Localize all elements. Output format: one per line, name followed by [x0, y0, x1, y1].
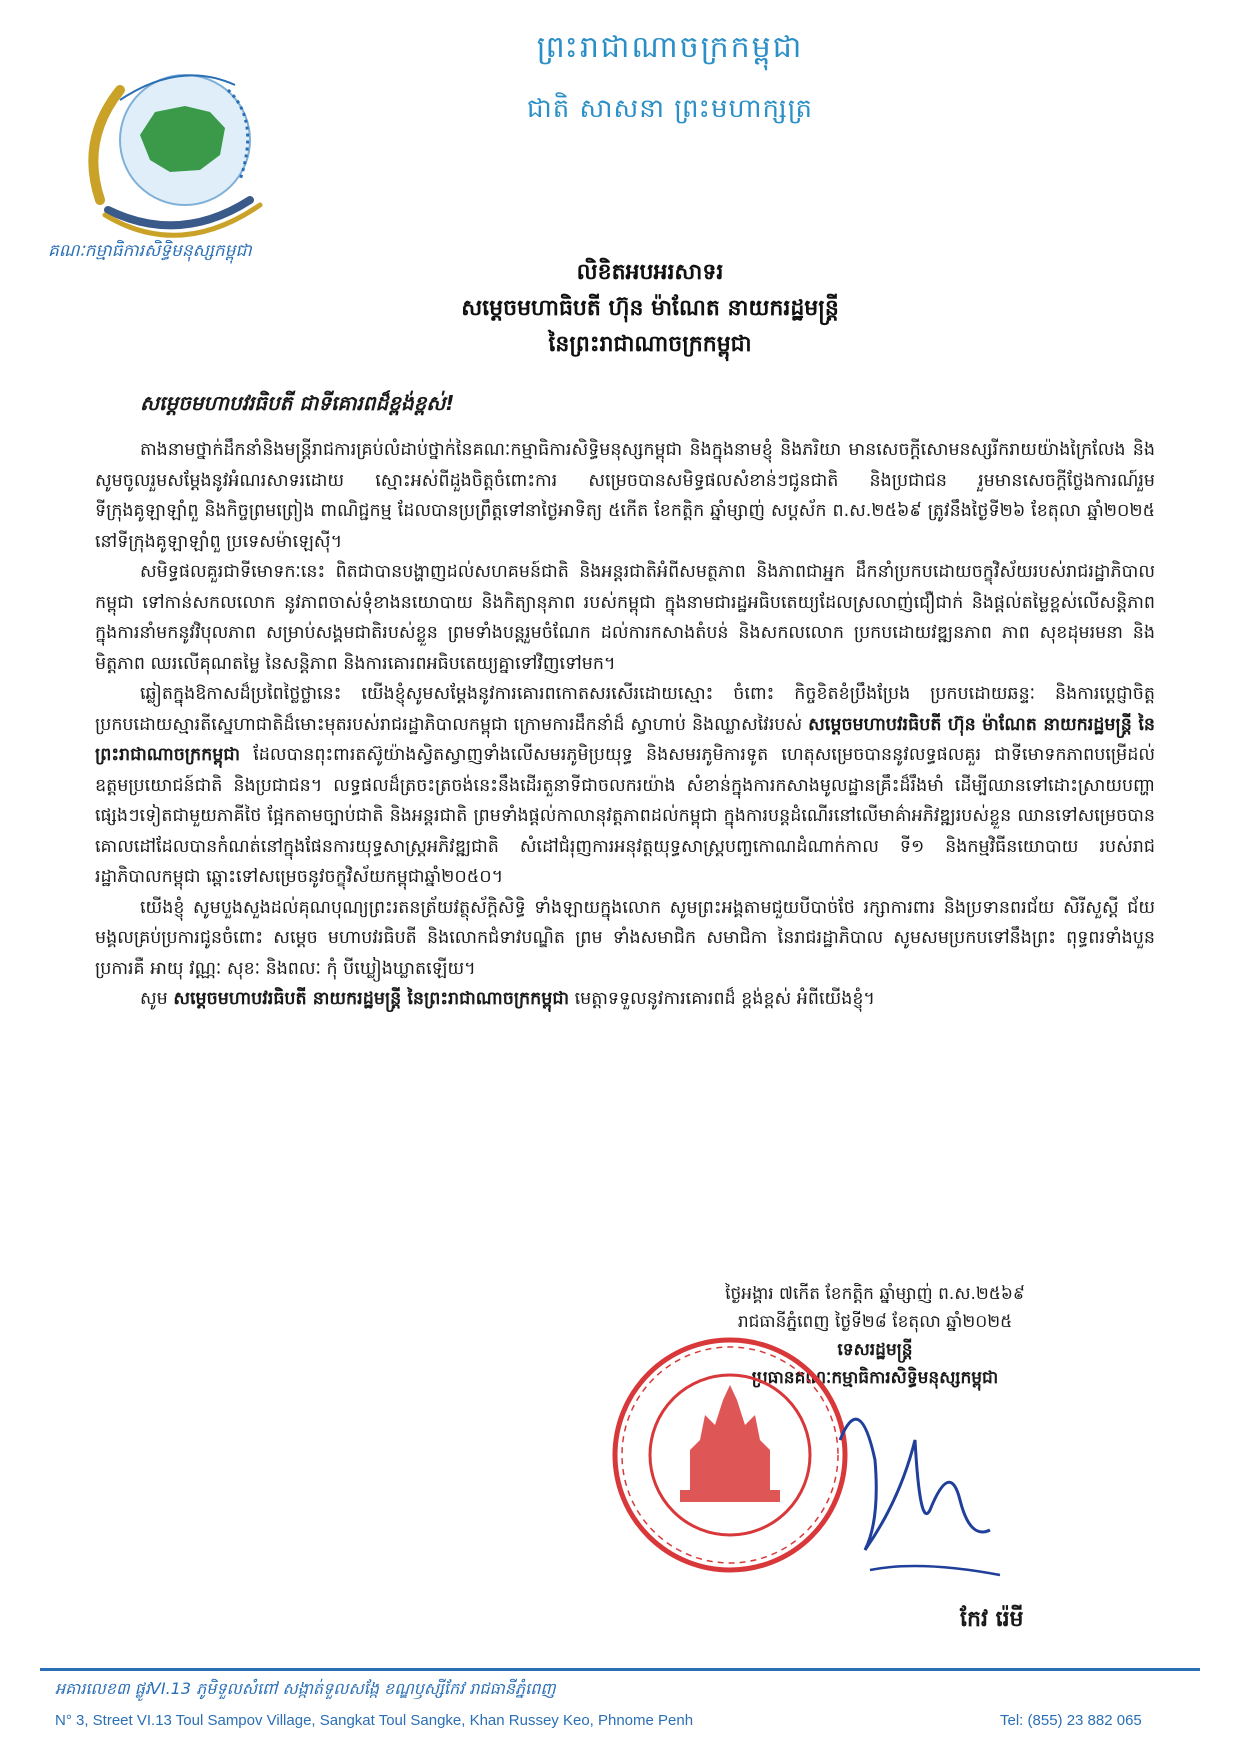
title-line-1: លិខិតអបអរសាទរ — [576, 260, 724, 285]
official-seal — [605, 1330, 855, 1580]
kingdom-heading: ព្រះរាជាណាចក្រកម្ពុជា — [536, 30, 804, 65]
salutation: សម្តេចមហាបវរធិបតី ជាទីគោរពដ៏ខ្ពង់ខ្ពស់! — [140, 391, 455, 415]
title-line-3: នៃព្រះរាជាណាចក្រកម្ពុជា — [548, 332, 752, 357]
letter-body — [95, 435, 1155, 1015]
footer-address-english: N° 3, Street VI.13 Toul Sampov Village, Sangkat Toul Sangke, Khan Russey Keo, Phnome Penh — [55, 1712, 694, 1729]
paragraph-3 — [95, 679, 1155, 893]
logo-graphic — [60, 40, 300, 240]
footer-divider — [40, 1668, 1200, 1671]
date-solar: រាជធានីភ្នំពេញ ថ្ងៃទី២៨ ខែតុលា ឆ្នាំ២០២៥ — [737, 1312, 1013, 1332]
national-motto: ជាតិ សាសនា ព្រះមហាក្សត្រ — [527, 94, 813, 124]
footer-telephone: Tel: (855) 23 882 065 — [1000, 1712, 1142, 1729]
paragraph-3-part-c: ដែលបានពុះពារតស៊ូយ៉ាងស្វិតស្វាញទាំងលើសមរភូមិប្រយុទ្ធ និងសមរភូមិការទូត ហេតុសម្រេចបាននូវលទ្ធផលគួរ ជាទីមោទកភាពបម្រើដល់ឧត្តមប្រយោជន៍ជាតិ និងប្រជាជន។ លទ្ធផលដ៏ត្រចះត្រចង់នេះនឹងដើរតួនាទីជាចលករយ៉ាង សំខាន់ក្នុងការកសាងមូលដ្ឋានគ្រឹះដ៏រឹងមាំ ដើម្បីឈានទៅដោះស្រាយបញ្ហាផ្សេងៗទៀតជាមួយភាគីថៃ ផ្អែកតាមច្បាប់ជាតិ និងអន្តរជាតិ ព្រមទាំងផ្តល់កាលានុវត្តភាពដល់កម្ពុជា ក្នុងការបន្តដំណើរនៅលើមាគ៌ាអភិវឌ្ឍរបស់ខ្លួន ឈានទៅសម្រេចបាន គោលដៅដែលបានកំណត់នៅក្នុងផែនការយុទ្ធសាស្ត្រអភិវឌ្ឍជាតិ សំដៅជំរុញការអនុវត្តយុទ្ធសាស្ត្របញ្ចកោណដំណាក់កាល ទី១ និងកម្មវិធីនយោបាយ របស់រាជរដ្ឋាភិបាលកម្ពុជា ឆ្ពោះទៅសម្រេចនូវចក្ខុវិស័យកម្ពុជាឆ្នាំ២០៥០។ — [95, 745, 1155, 887]
paragraph-3-part-a: ឆ្លៀតក្នុងឱកាសដ៏ប្រពៃថ្លៃថ្លានេះ យើងខ្ញុំសូមសម្តែងនូវការគោរពកោតសរសើរដោយស្មោះ ចំពោះ កិច្ចខិតខំប្រឹងប្រែង ប្រកបដោយឆន្ទៈ និងការប្តេជ្ញាចិត្ត ប្រកបដោយស្មារតីស្នេហាជាតិដ៏មោះមុតរបស់រាជរដ្ឋាភិបាលកម្ពុជា ក្រោមការដឹកនាំដ៏ ស្វាហាប់ និងឈ្លាសវៃរបស់ — [95, 684, 1155, 735]
footer-address-khmer: អគារលេខ៣ ផ្លូវVI.13 ភូមិទួលសំពៅ សង្កាត់ទួលសង្កែ ខណ្ឌឫស្សីកែវ រាជធានីភ្នំពេញ — [55, 1679, 556, 1698]
paragraph-5 — [95, 984, 1155, 1015]
paragraph-5-part-a: សូម — [140, 989, 174, 1009]
position-title: ទេសរដ្ឋមន្ត្រី — [837, 1340, 913, 1360]
seal-graphic — [605, 1330, 855, 1580]
paragraph-1: តាងនាមថ្នាក់ដឹកនាំនិងមន្ត្រីរាជការគ្រប់លំដាប់ថ្នាក់នៃគណៈកម្មាធិការសិទ្ធិមនុស្សកម្ពុជា និងក្នុងនាមខ្ញុំ និងភរិយា មានសេចក្តីសោមនស្សរីករាយយ៉ាងក្រៃលែង និងសូមចូលរួមសម្តែងនូវអំណរសាទរដោយ ស្មោះអស់ពីដួងចិត្តចំពោះការ សម្រេចបានសមិទ្ធផលសំខាន់ៗជូនជាតិ និងប្រជាជន រួមមានសេចក្តីថ្លែងការណ៍រួមទីក្រុងគូឡាឡាំពួ និងកិច្ចព្រមព្រៀង ពាណិជ្ជកម្ម ដែលបានប្រព្រឹត្តទៅនាថ្ងៃអាទិត្យ ៥កើត ខែកត្តិក ឆ្នាំម្សាញ់ សប្តស័ក ព.ស.២៥៦៩ ត្រូវនឹងថ្ងៃទី២៦ ខែតុលា ឆ្នាំ២០២៥ នៅទីក្រុងគូឡាឡាំពួ ប្រទេសម៉ាឡេស៊ី។ — [95, 440, 1155, 552]
signature — [820, 1380, 1010, 1600]
paragraph-5-bold: សម្តេចមហាបវរធិបតី នាយករដ្ឋមន្ត្រី នៃព្រះរាជាណាចក្រកម្ពុជា — [173, 989, 570, 1009]
signer-name: កែវ រ៉េមី — [960, 1607, 1024, 1632]
letter-title — [330, 255, 970, 363]
position-org: ប្រធានគណៈកម្មាធិការសិទ្ធិមនុស្សកម្ពុជា — [751, 1368, 999, 1388]
org-name: គណៈកម្មាធិការសិទ្ធិមនុស្សកម្ពុជា — [48, 241, 252, 261]
paragraph-4: យើងខ្ញុំ សូមបួងសួងដល់គុណបុណ្យព្រះរតនត្រ័យវត្ថុស័ក្តិសិទ្ធិ ទាំងឡាយក្នុងលោក សូមព្រះអង្គតាមជួយបីបាច់ថែ រក្សាការពារ និងប្រទានពរជ័យ សិរីសួស្តី ជ័យមង្គលគ្រប់ប្រការជូនចំពោះ សម្តេច មហាបវរធិបតី និងលោកជំទាវបណ្ឌិត ព្រម ទាំងសមាជិក សមាជិកា នៃរាជរដ្ឋាភិបាល សូមសមប្រកបទៅនឹងព្រះ ពុទ្ធពរទាំងបួនប្រការគឺ អាយុ វណ្ណៈ សុខៈ និងពលៈ កុំ បីឃ្លៀងឃ្លាតឡើយ។ — [95, 897, 1155, 979]
signature-graphic — [820, 1380, 1010, 1600]
title-line-2: សម្តេចមហាធិបតី ហ៊ុន ម៉ាណែត នាយករដ្ឋមន្ត្រី — [461, 296, 839, 321]
paragraph-5-part-c: មេត្តាទទួលនូវការគោរពដ៏ ខ្ពង់ខ្ពស់ អំពីយើងខ្ញុំ។ — [569, 989, 875, 1009]
paragraph-3-bold: សម្តេចមហាបវរធិបតី ហ៊ុន ម៉ាណែត នាយករដ្ឋមន្ត្រី នៃព្រះរាជាណាចក្រកម្ពុជា — [95, 714, 1155, 765]
org-logo — [60, 40, 300, 240]
paragraph-2: សមិទ្ធផលគួរជាទីមោទកៈនេះ ពិតជាបានបង្ហាញដល់សហគមន៍ជាតិ និងអន្តរជាតិអំពីសមត្ថភាព និងភាពជាអ្នក ដឹកនាំប្រកបដោយចក្ខុវិស័យរបស់រាជរដ្ឋាភិបាលកម្ពុជា ទៅកាន់សកលលោក នូវភាពចាស់ទុំខាងនយោបាយ និងកិត្យានុភាព របស់កម្ពុជា ក្នុងនាមជារដ្ឋអធិបតេយ្យដែលស្រលាញ់ជឿជាក់ និងផ្តល់តម្លៃខ្ពស់លើសន្តិភាព ក្នុងការនាំមកនូវវិបុលភាព សម្រាប់សង្គមជាតិរបស់ខ្លួន ព្រមទាំងបន្តរួមចំណែក ដល់ការកសាងតំបន់ និងសកលលោក ប្រកបដោយវឌ្ឍនភាព ភាព សុខដុមរមនា និងមិត្តភាព ឈរលើគុណតម្លៃ នៃសន្តិភាព និងការគោរពអធិបតេយ្យគ្នាទៅវិញទៅមក។ — [95, 562, 1155, 674]
date-lunar: ថ្ងៃអង្គារ ៧កើត ខែកត្តិក ឆ្នាំម្សាញ់ ព.ស.២៥៦៩ — [725, 1284, 1025, 1304]
